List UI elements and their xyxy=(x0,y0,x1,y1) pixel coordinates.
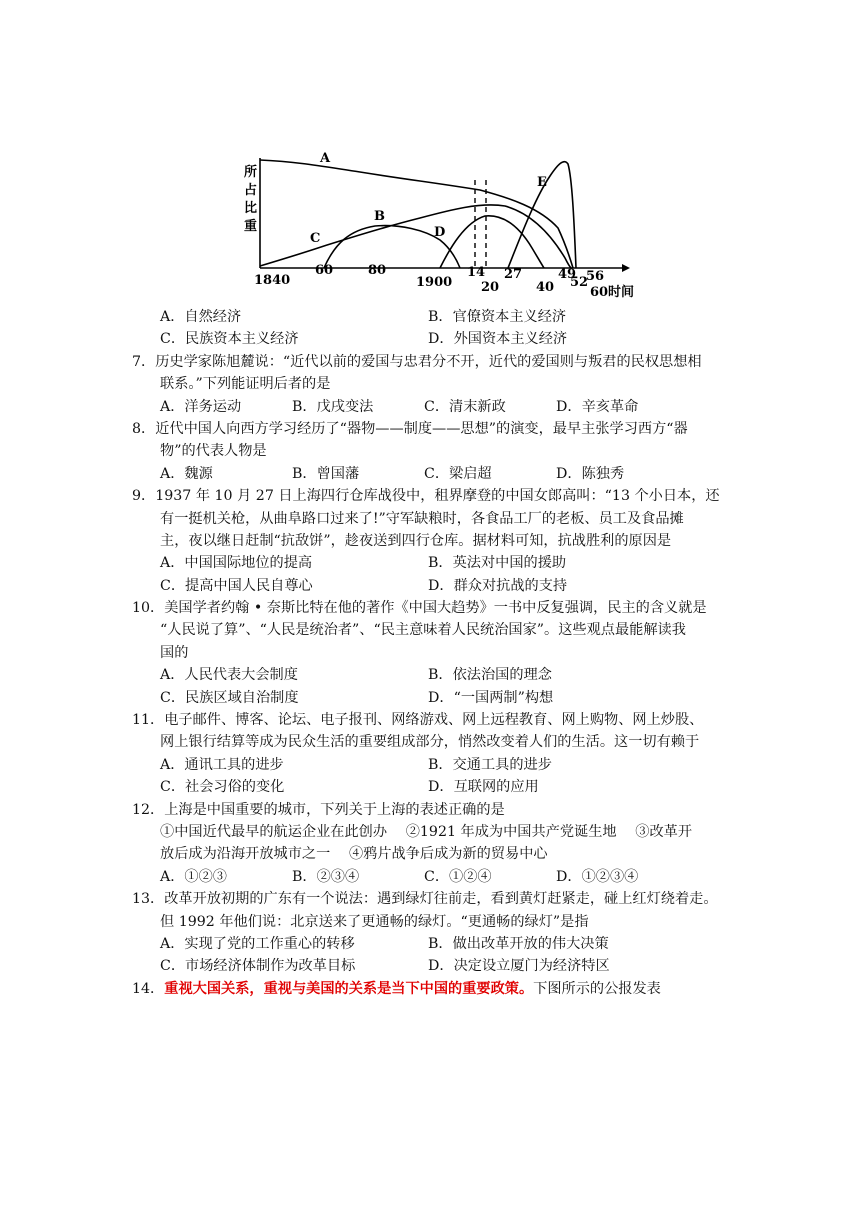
q10-stem-line: 国的 xyxy=(160,644,189,661)
q13-option-d[interactable]: D．决定设立厦门为经济特区 xyxy=(428,958,610,975)
q9-options-row2 xyxy=(132,575,772,597)
q9-stem-line: 有一挺机关枪，从曲阜路口过来了!”守军缺粮时，各食品工厂的老板、员工及食品摊 xyxy=(160,510,684,527)
tick-label: 49 xyxy=(558,267,577,282)
q6-option-a[interactable]: A．自然经济 xyxy=(160,309,242,325)
q13-option-a[interactable]: A．实现了党的工作重心的转移 xyxy=(160,935,355,952)
q13-option-b[interactable]: B．做出改革开放的伟大决策 xyxy=(428,935,609,952)
q6-option-b[interactable]: B．官僚资本主义经济 xyxy=(428,309,567,325)
ylabel-char: 重 xyxy=(244,219,258,234)
q10-options-row2 xyxy=(132,687,772,709)
tick-label: 1900 xyxy=(416,275,453,290)
tick-label: 14 xyxy=(467,265,486,280)
q14-highlight-text: 重视大国关系，重视与美国的关系是当下中国的重要政策。 xyxy=(164,980,534,997)
q12-stem-line: ①中国近代最早的航运企业在此创办 ②1921 年成为中国共产党诞生地 ③改革开 xyxy=(160,823,693,840)
q9-stem-line: 主，夜以继日赶制“抗敌饼”，趁夜送到四行仓库。据材料可知，抗战胜利的原因是 xyxy=(160,532,672,549)
q14-stem-line xyxy=(132,978,772,1000)
economy-share-chart xyxy=(240,118,640,306)
curve-label-e: E xyxy=(537,175,547,190)
q11-option-b[interactable]: B．交通工具的进步 xyxy=(428,756,552,773)
question-list xyxy=(132,306,772,1000)
q9-options xyxy=(132,552,772,574)
q11-stem-line: 网上银行结算等成为民众生活的重要组成部分，悄然改变着人们的生活。这一切有赖于 xyxy=(160,734,700,751)
q11-option-c[interactable]: C．社会习俗的变化 xyxy=(160,779,285,796)
curve-label-c: C xyxy=(310,231,321,246)
x-axis-arrow xyxy=(622,264,630,272)
q10-stem-line: “人民说了算”、“人民是统治者”、“民主意味着人民统治国家”。这些观点最能解读我 xyxy=(160,622,686,639)
tick-label: 60 xyxy=(590,285,609,300)
q8-stem-line: 物”的代表人物是 xyxy=(160,443,267,460)
q7-option-c[interactable]: C．清末新政 xyxy=(424,398,506,415)
q8-option-a[interactable]: A．魏源 xyxy=(160,465,213,482)
q7-stem-line: 7．历史学家陈旭麓说：“近代以前的爱国与忠君分不开，近代的爱国则与叛君的民权思想相 xyxy=(132,353,702,370)
curve-label-a: A xyxy=(320,151,331,166)
tick-label: 40 xyxy=(536,280,555,295)
q13-stem-line: 13．改革开放初期的广东有一个说法：遇到绿灯往前走，看到黄灯赶紧走，碰上红灯绕着走。 xyxy=(132,891,718,908)
tick-label: 1840 xyxy=(254,273,291,288)
q9-option-a[interactable]: A．中国国际地位的提高 xyxy=(160,555,313,572)
q13-options-row2 xyxy=(132,955,772,977)
q7-option-d[interactable]: D．辛亥革命 xyxy=(556,398,639,415)
q6-option-c[interactable]: C．民族资本主义经济 xyxy=(160,331,299,348)
tick-label: 60 xyxy=(315,263,334,278)
q13-option-c[interactable]: C．市场经济体制作为改革目标 xyxy=(160,958,356,975)
q10-option-c[interactable]: C．民族区域自治制度 xyxy=(160,689,299,706)
q12-stem-line: 放后成为沿海开放城市之一 ④鸦片战争后成为新的贸易中心 xyxy=(160,846,548,863)
q11-options-row2 xyxy=(132,776,772,798)
q12-option-b[interactable]: B．②③④ xyxy=(292,868,360,885)
q6-option-d[interactable]: D．外国资本主义经济 xyxy=(428,331,568,348)
q11-option-d[interactable]: D．互联网的应用 xyxy=(428,779,539,796)
q13-options xyxy=(132,933,772,955)
q10-option-a[interactable]: A．人民代表大会制度 xyxy=(160,667,298,684)
q10-option-d[interactable]: D．“一国两制”构想 xyxy=(428,689,554,706)
q12-options xyxy=(132,866,772,888)
q8-options xyxy=(132,463,772,485)
q7-options xyxy=(132,396,772,418)
q6-options-row2 xyxy=(132,328,772,350)
q14-number: 14． xyxy=(132,980,165,997)
curve-label-d: D xyxy=(434,225,446,240)
q10-option-b[interactable]: B．依法治国的理念 xyxy=(428,667,552,684)
x-axis-label: 时间 xyxy=(608,285,635,300)
curve-label-b: B xyxy=(374,209,385,224)
tick-label: 27 xyxy=(504,267,523,282)
q12-option-a[interactable]: A．①②③ xyxy=(160,868,227,885)
q9-stem-line: 9．1937 年 10 月 27 日上海四行仓库战役中，租界摩登的中国女郎高叫：“13 个小日本，还 xyxy=(132,488,720,505)
q7-option-a[interactable]: A．洋务运动 xyxy=(160,398,242,415)
q10-options xyxy=(132,664,772,686)
q9-option-c[interactable]: C．提高中国人民自尊心 xyxy=(160,577,313,594)
q8-option-d[interactable]: D．陈独秀 xyxy=(556,465,625,482)
q14-rest-text: 下图所示的公报发表 xyxy=(533,980,661,997)
q12-option-d[interactable]: D．①②③④ xyxy=(556,868,639,885)
q6-options xyxy=(132,306,772,328)
q11-stem-line: 11．电子邮件、博客、论坛、电子报刊、网络游戏、网上远程教育、网上购物、网上炒股、 xyxy=(132,712,704,729)
q11-option-a[interactable]: A．通讯工具的进步 xyxy=(160,756,284,773)
tick-label: 80 xyxy=(368,263,387,278)
ylabel-char: 占 xyxy=(244,183,258,198)
tick-label: 56 xyxy=(586,269,605,284)
q8-option-b[interactable]: B．曾国藩 xyxy=(292,465,360,482)
q7-stem-line: 联系。”下列能证明后者的是 xyxy=(160,376,331,393)
tick-label: 20 xyxy=(481,280,500,295)
q10-stem-line: 10．美国学者约翰 • 奈斯比特在他的著作《中国大趋势》一书中反复强调，民主的含义就是 xyxy=(132,600,707,617)
q13-stem-line: 但 1992 年他们说：北京送来了更通畅的绿灯。“更通畅的绿灯”是指 xyxy=(160,913,589,930)
tick-label: 52 xyxy=(570,275,589,290)
q8-option-c[interactable]: C．梁启超 xyxy=(424,465,492,482)
q12-option-c[interactable]: C．①②④ xyxy=(424,868,492,885)
q7-option-b[interactable]: B．戊戌变法 xyxy=(292,398,374,415)
q12-stem-line: 12．上海是中国重要的城市，下列关于上海的表述正确的是 xyxy=(132,801,505,818)
ylabel-char: 比 xyxy=(244,201,258,216)
ylabel-char: 所 xyxy=(244,165,258,180)
q8-stem-line: 8．近代中国人向西方学习经历了“器物——制度——思想”的演变，最早主张学习西方“器 xyxy=(132,420,688,437)
q11-options xyxy=(132,754,772,776)
q9-option-b[interactable]: B．英法对中国的援助 xyxy=(428,555,567,572)
q9-option-d[interactable]: D．群众对抗战的支持 xyxy=(428,577,568,594)
